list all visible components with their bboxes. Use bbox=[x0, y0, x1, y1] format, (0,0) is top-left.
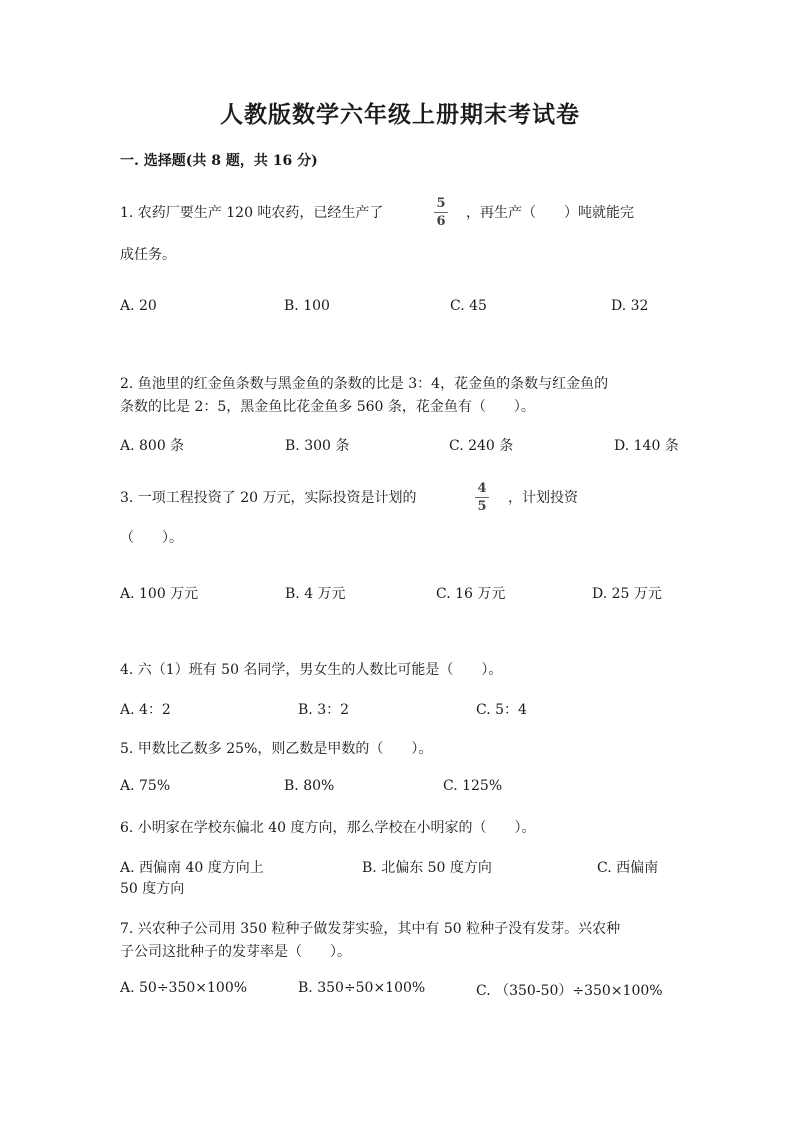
question-4-option-c[interactable]: C. 5：4 bbox=[476, 702, 527, 718]
question-2-option-d[interactable]: D. 140 条 bbox=[614, 438, 679, 454]
question-5-line-1: 5. 甲数比乙数多 25%，则乙数是甲数的（ ）。 bbox=[120, 741, 433, 757]
question-2-line-1: 2. 鱼池里的红金鱼条数与黑金鱼的条数的比是 3：4，花金鱼的条数与红金鱼的 bbox=[120, 376, 609, 392]
question-1-option-b[interactable]: B. 100 bbox=[284, 298, 330, 314]
question-1-line-2: 成任务。 bbox=[120, 247, 176, 263]
fraction-denominator: 6 bbox=[436, 214, 446, 229]
exam-title: 人教版数学六年级上册期末考试卷 bbox=[220, 101, 580, 128]
question-2-option-a[interactable]: A. 800 条 bbox=[120, 438, 185, 454]
question-5-option-a[interactable]: A. 75% bbox=[120, 778, 171, 794]
question-6-option-c[interactable]: C. 西偏南 bbox=[597, 860, 659, 876]
question-3-line-1: 3. 一项工程投资了 20 万元，实际投资是计划的 bbox=[120, 490, 417, 506]
fraction-numerator: 5 bbox=[436, 196, 446, 211]
question-3-option-a[interactable]: A. 100 万元 bbox=[120, 586, 199, 602]
question-2-option-c[interactable]: C. 240 条 bbox=[449, 438, 514, 454]
question-3-option-c[interactable]: C. 16 万元 bbox=[436, 586, 506, 602]
question-6-line-1: 6. 小明家在学校东偏北 40 度方向，那么学校在小明家的（ ）。 bbox=[120, 820, 536, 836]
question-3-fraction bbox=[475, 481, 489, 514]
fraction-numerator: 4 bbox=[477, 481, 487, 496]
fraction-bar bbox=[475, 497, 489, 498]
question-1-line-1: 1. 农药厂要生产 120 吨农药，已经生产了 bbox=[120, 205, 384, 221]
question-1-option-a[interactable]: A. 20 bbox=[120, 298, 157, 314]
question-7-line-1: 7. 兴农种子公司用 350 粒种子做发芽实验，其中有 50 粒种子没有发芽。兴农种 bbox=[120, 921, 621, 937]
fraction-denominator: 5 bbox=[477, 499, 487, 514]
question-2-line-2: 条数的比是 2：5，黑金鱼比花金鱼多 560 条，花金鱼有（ ）。 bbox=[120, 399, 535, 415]
question-7-line-2: 子公司这批种子的发芽率是（ ）。 bbox=[120, 944, 351, 960]
question-7-option-a[interactable]: A. 50÷350×100% bbox=[120, 980, 248, 996]
question-4-option-b[interactable]: B. 3：2 bbox=[298, 702, 350, 718]
question-6-option-b[interactable]: B. 北偏东 50 度方向 bbox=[362, 860, 492, 876]
question-3-line-1b: ，计划投资 bbox=[508, 490, 578, 506]
question-3-option-d[interactable]: D. 25 万元 bbox=[592, 586, 662, 602]
question-5-option-c[interactable]: C. 125% bbox=[443, 778, 503, 794]
question-6-option-c-cont: 50 度方向 bbox=[120, 881, 185, 897]
section-heading: 一. 选择题(共 8 题，共 16 分) bbox=[120, 153, 318, 169]
question-3-line-2: （ ）。 bbox=[120, 530, 183, 546]
question-7-option-b[interactable]: B. 350÷50×100% bbox=[298, 980, 426, 996]
question-4-option-a[interactable]: A. 4：2 bbox=[120, 702, 171, 718]
question-1-fraction bbox=[434, 196, 448, 229]
question-6-option-a[interactable]: A. 西偏南 40 度方向上 bbox=[120, 860, 264, 876]
question-5-option-b[interactable]: B. 80% bbox=[284, 778, 335, 794]
question-3-option-b[interactable]: B. 4 万元 bbox=[285, 586, 346, 602]
question-1-option-c[interactable]: C. 45 bbox=[450, 298, 487, 314]
question-2-option-b[interactable]: B. 300 条 bbox=[285, 438, 350, 454]
question-4-line-1: 4. 六（1）班有 50 名同学，男女生的人数比可能是（ ）。 bbox=[120, 662, 503, 678]
question-7-option-c[interactable]: C. （350-50）÷350×100% bbox=[476, 983, 663, 999]
question-1-line-1b: ，再生产（ ）吨就能完 bbox=[466, 205, 634, 221]
question-1-option-d[interactable]: D. 32 bbox=[611, 298, 649, 314]
fraction-bar bbox=[434, 212, 448, 213]
